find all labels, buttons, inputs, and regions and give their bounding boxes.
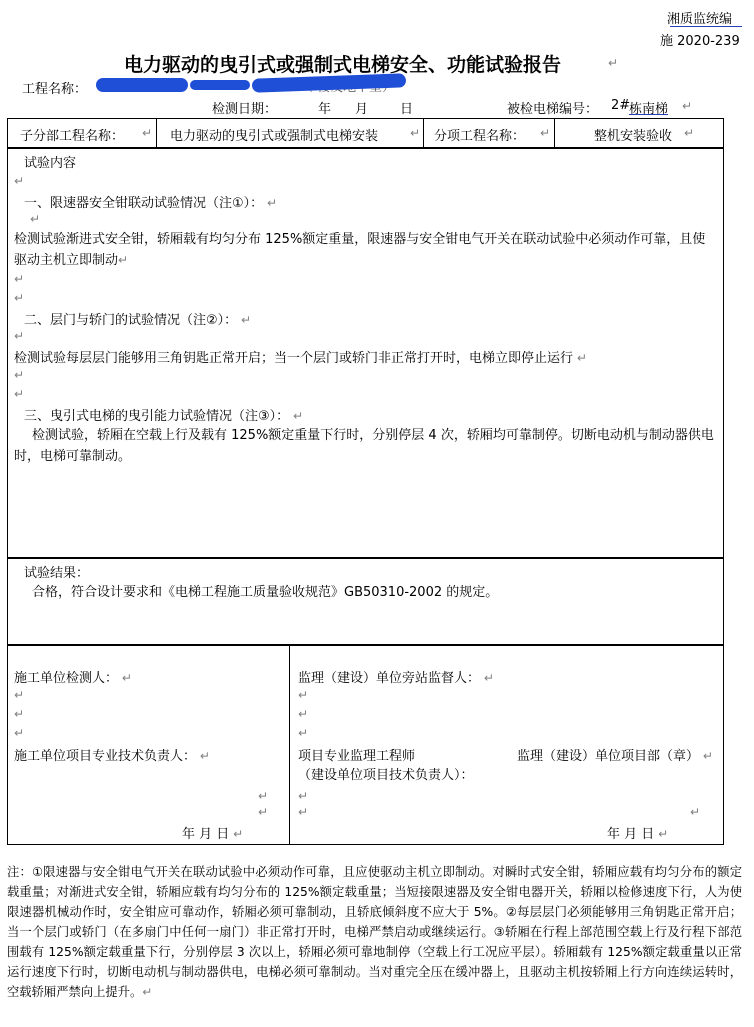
paragraph-mark: ↵ xyxy=(682,99,693,113)
item-label: 分项工程名称： xyxy=(434,129,526,144)
right-date: 年 月 日 ↵ xyxy=(607,827,669,842)
redaction-mark xyxy=(96,78,188,92)
redaction-mark xyxy=(190,80,250,90)
result-cell xyxy=(7,558,724,645)
right-dept-label: 监理（建设）单位项目部（章） ↵ xyxy=(517,749,713,764)
subproject-value: 电力驱动的曳引式或强制式电梯安装 xyxy=(170,129,379,144)
inspect-date-label: 检测日期： xyxy=(212,102,278,117)
date-day: 日 xyxy=(400,102,414,117)
left-tech-label: 施工单位项目专业技术负责人： ↵ xyxy=(14,749,210,764)
subproject-label: 子分部工程名称： xyxy=(20,129,125,144)
right-supervisor-label: 监理（建设）单位旁站监督人： ↵ xyxy=(298,671,494,686)
form-code-line1: 湘质监统编 xyxy=(667,12,733,27)
date-month: 月 xyxy=(355,102,369,117)
right-engineer-label-1: 项目专业监理工程师 xyxy=(298,749,416,764)
section-1-heading: 一、限速器安全钳联动试验情况（注①）： ↵ xyxy=(24,196,278,211)
notes: 注：①限速器与安全钳电气开关在联动试验中必须动作可靠，且应使驱动主机立即制动。对瞬时式安全钳，轿厢应载有均匀分布的额定载重量；对渐进式安全钳，轿厢应载有均匀分布的 125%额定载重量；当短接限速器及安全钳电器开关，轿厢以检修速度下行，人为使限速器机械动作时，安全钳应可靠动作，轿厢必须可靠制动，且轿底倾斜度不应大于 5%。②每层层门必须能够用三角钥匙正常开启；当一个层门或轿门（在多扇门中任何一扇门）非正常打开时，电梯严禁启动或继续运行。③轿厢在行程上部范围空载上行及行程下部范围载有 125%额定载重量下行，分别停层 3 次以上，轿厢必须可靠地制停（空载上行工况应平层）。轿厢载有 125%额定载重量以正常运行速度下行时，切断电动机与制动器供电，电梯必须可靠制动。当对重完全压在缓冲器上，且驱动主机按轿厢上行方向连续运转时，空载轿厢严禁向上提升。↵ xyxy=(7,865,742,999)
result-heading: 试验结果： xyxy=(24,566,90,581)
test-content-heading: 试验内容 xyxy=(24,156,77,171)
project-label: 工程名称： xyxy=(22,82,88,97)
left-inspector-label: 施工单位检测人： ↵ xyxy=(14,671,132,686)
elevator-no-label: 被检电梯编号： xyxy=(507,102,599,117)
elevator-no-suffix: 栋南梯 xyxy=(629,102,669,117)
section-1-text: 检测试验渐进式安全钳，轿厢载有均匀分布 125%额定重量，限速器与安全钳电气开关在联动试验中必须动作可靠，且使驱动主机立即制动↵ xyxy=(14,232,706,268)
left-date: 年 月 日 ↵ xyxy=(182,827,244,842)
paragraph-mark: ↵ xyxy=(608,56,619,70)
right-engineer-label-2: （建设单位项目技术负责人）： xyxy=(298,768,474,783)
section-3-heading: 三、曳引式电梯的曳引能力试验情况（注③）： ↵ xyxy=(24,409,304,424)
date-year: 年 xyxy=(318,102,332,117)
elevator-no-value: 2# xyxy=(611,98,631,113)
section-2-text: 检测试验每层层门能够用三角钥匙正常开启；当一个层门或轿门非正常打开时，电梯立即停止运行 ↵ xyxy=(14,351,587,366)
form-code-underline xyxy=(670,26,742,27)
report-title: 电力驱动的曳引式或强制式电梯安全、功能试验报告 xyxy=(124,54,562,76)
section-3-text: 检测试验，轿厢在空载上行及载有 125%额定重量下行时，分别停层 4 次，轿厢均可靠制停。切断电动机与制动器供电时，电梯可靠制动。 xyxy=(14,428,714,464)
form-code-line2: 施 2020-239 xyxy=(660,34,740,49)
item-value: 整机安装验收 xyxy=(594,129,673,144)
result-text: 合格，符合设计要求和《电梯工程施工质量验收规范》GB50310-2002 的规定。 xyxy=(32,585,499,600)
section-2-heading: 二、层门与轿门的试验情况（注②）： ↵ xyxy=(24,313,252,328)
